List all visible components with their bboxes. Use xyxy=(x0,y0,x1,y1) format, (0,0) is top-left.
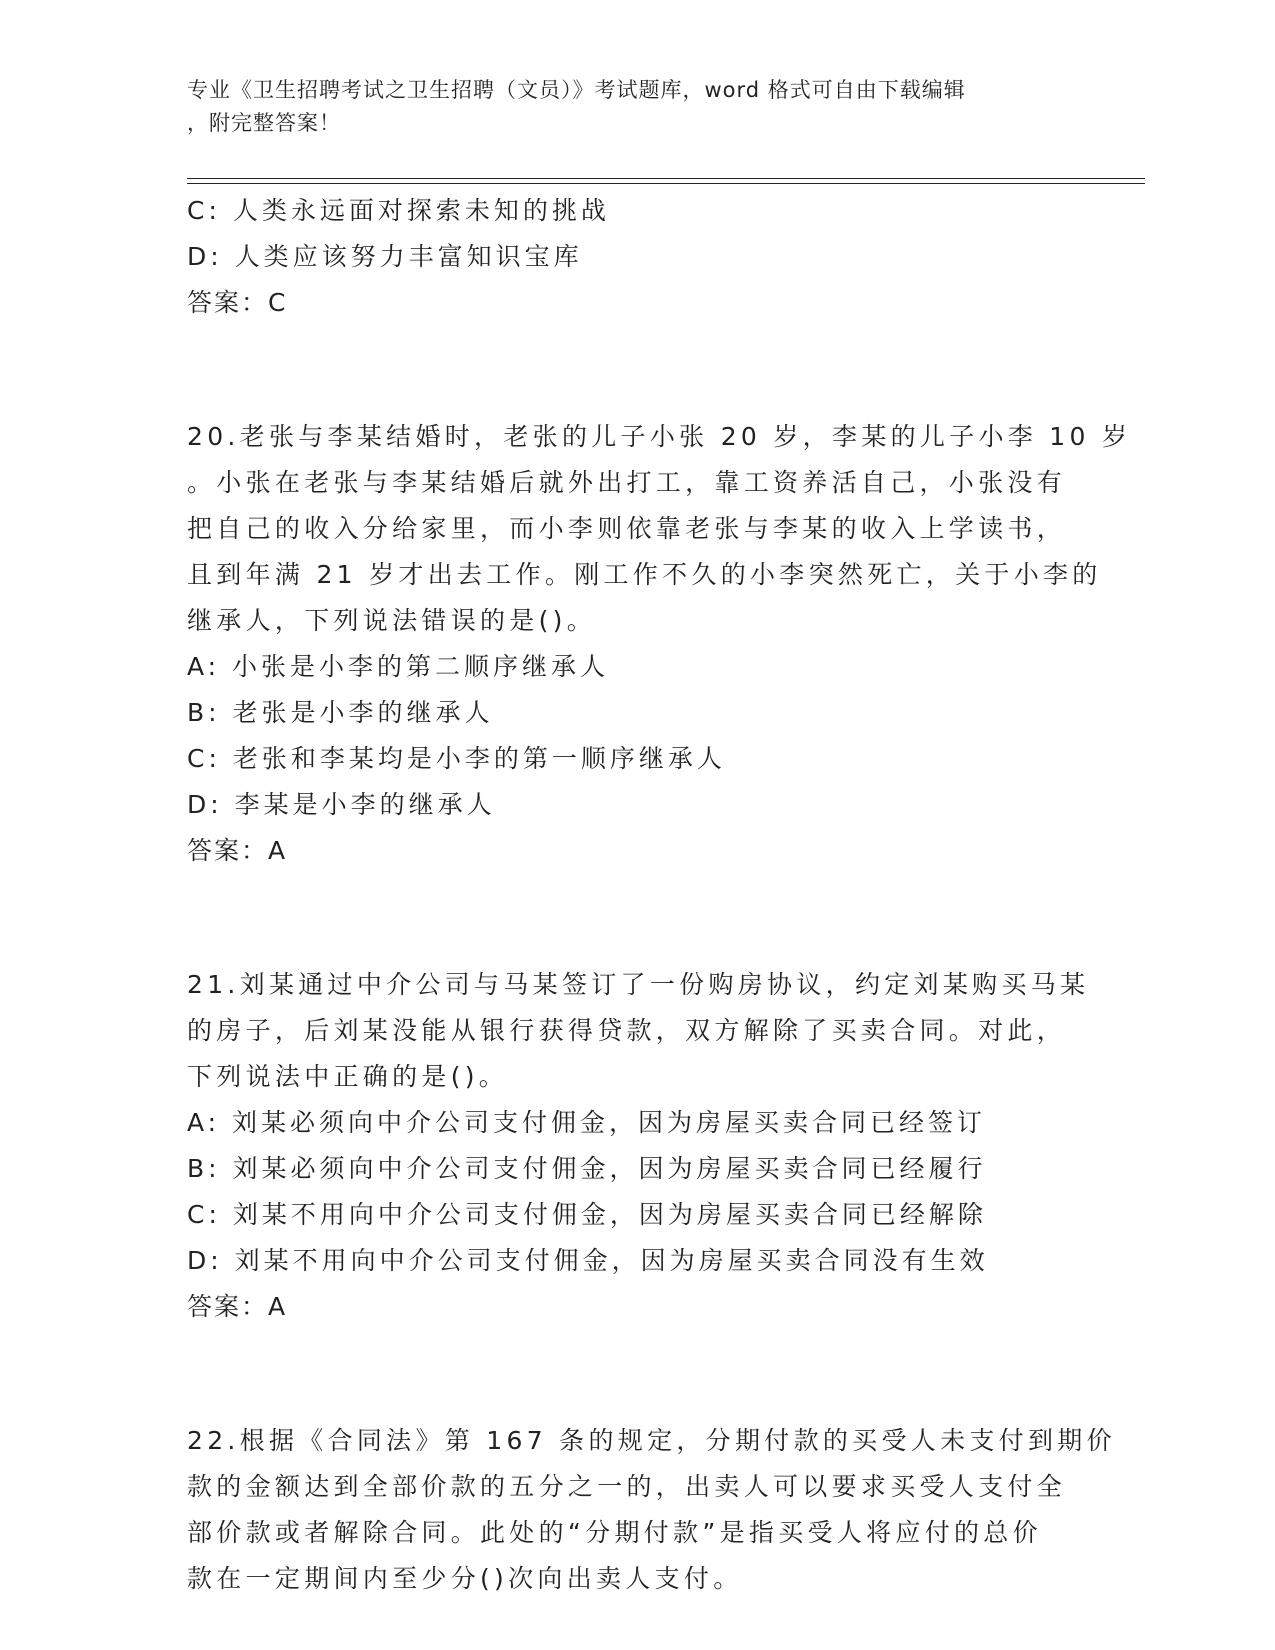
option-c: C: 人类永远面对探索未知的挑战 xyxy=(187,196,610,225)
answer: 答案：C xyxy=(187,288,288,317)
stem-line: 的房子，后刘某没能从银行获得贷款，双方解除了买卖合同。对此， xyxy=(187,1016,1067,1045)
question-stem xyxy=(187,1418,1116,1602)
stem-line: 21.刘某通过中介公司与马某签订了一份购房协议，约定刘某购买马某 xyxy=(187,970,1090,999)
option-b: B: 刘某必须向中介公司支付佣金，因为房屋买卖合同已经履行 xyxy=(187,1154,987,1183)
header-rule-bottom xyxy=(187,183,1145,184)
question-21 xyxy=(187,962,1090,1330)
stem-line: 继承人，下列说法错误的是()。 xyxy=(187,606,597,635)
option-b: B: 老张是小李的继承人 xyxy=(187,698,494,727)
spacer xyxy=(187,874,1087,962)
stem-line: 20.老张与李某结婚时，老张的儿子小张 20 岁，李某的儿子小李 10 岁 xyxy=(187,422,1132,451)
spacer xyxy=(187,1330,1087,1418)
page-header xyxy=(187,74,1067,140)
option-c: C: 老张和李某均是小李的第一顺序继承人 xyxy=(187,744,726,773)
spacer xyxy=(187,326,1087,414)
question-stem xyxy=(187,414,1132,644)
option-a: A: 刘某必须向中介公司支付佣金，因为房屋买卖合同已经签订 xyxy=(187,1108,987,1137)
stem-line: 下列说法中正确的是()。 xyxy=(187,1062,509,1091)
stem-line: 款的金额达到全部价款的五分之一的，出卖人可以要求买受人支付全 xyxy=(187,1472,1067,1501)
stem-line: 22.根据《合同法》第 167 条的规定，分期付款的买受人未支付到期价 xyxy=(187,1426,1116,1455)
question-19-tail xyxy=(187,188,1087,326)
stem-line: 部价款或者解除合同。此处的“分期付款”是指买受人将应付的总价 xyxy=(187,1518,1042,1547)
option-d: D: 刘某不用向中介公司支付佣金，因为房屋买卖合同没有生效 xyxy=(187,1246,989,1275)
header-rule-top xyxy=(187,178,1145,179)
question-20 xyxy=(187,414,1132,874)
question-22 xyxy=(187,1418,1116,1602)
option-c: C: 刘某不用向中介公司支付佣金，因为房屋买卖合同已经解除 xyxy=(187,1200,987,1229)
option-a: A: 小张是小李的第二顺序继承人 xyxy=(187,652,610,681)
stem-line: 。小张在老张与李某结婚后就外出打工，靠工资养活自己，小张没有 xyxy=(187,468,1067,497)
question-content xyxy=(187,188,1132,1602)
stem-line: 款在一定期间内至少分()次向出卖人支付。 xyxy=(187,1564,743,1593)
answer: 答案：A xyxy=(187,1292,288,1321)
answer: 答案：A xyxy=(187,836,288,865)
question-stem xyxy=(187,962,1090,1100)
stem-line: 且到年满 21 岁才出去工作。刚工作不久的小李突然死亡，关于小李的 xyxy=(187,560,1102,589)
header-line-1: 专业《卫生招聘考试之卫生招聘（文员）》考试题库，word 格式可自由下载编辑 xyxy=(187,78,966,102)
header-line-2: ，附完整答案！ xyxy=(187,111,341,135)
option-d: D: 李某是小李的继承人 xyxy=(187,790,496,819)
option-d: D: 人类应该努力丰富知识宝库 xyxy=(187,242,583,271)
stem-line: 把自己的收入分给家里，而小李则依靠老张与李某的收入上学读书， xyxy=(187,514,1067,543)
